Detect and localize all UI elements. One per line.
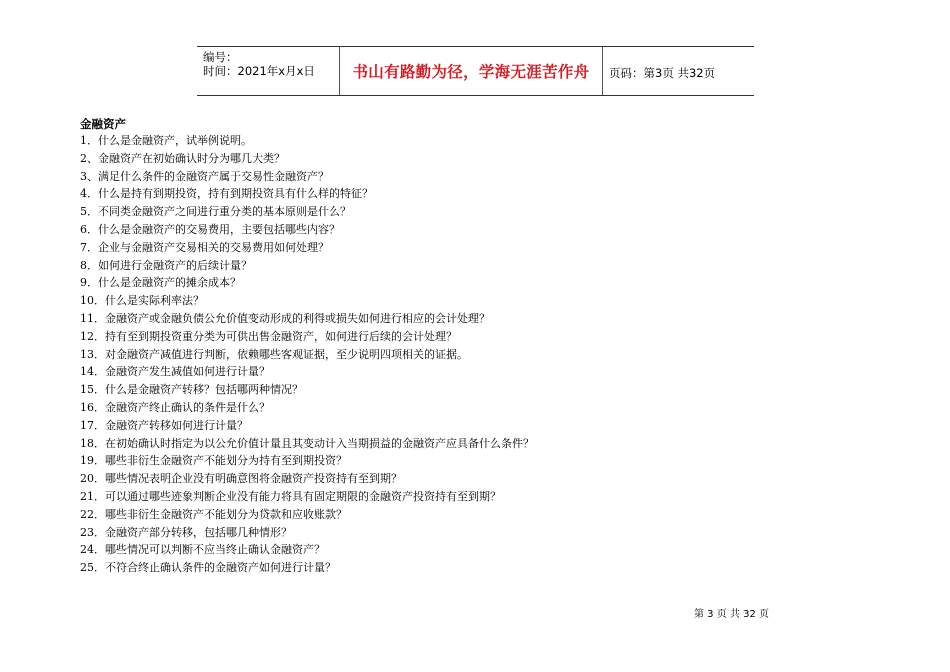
- header-divider-right: [602, 47, 603, 95]
- question-item: 5．不同类金融资产之间进行重分类的基本原则是什么？: [80, 205, 351, 219]
- question-item: 19．哪些非衍生金融资产不能划分为持有至到期投资？: [80, 454, 347, 468]
- header-meta: [203, 50, 333, 78]
- question-item: 25．不符合终止确认条件的金融资产如何进行计量？: [80, 561, 336, 575]
- question-item: 12．持有至到期投资重分类为可供出售金融资产，如何进行后续的会计处理？: [80, 329, 457, 343]
- question-item: 20．哪些情况表明企业没有明确意图将金融资产投资持有至到期？: [80, 472, 402, 486]
- question-item: 1．什么是金融资产，试举例说明。: [80, 134, 252, 147]
- question-item: 13．对金融资产减值进行判断，依赖哪些客观证据，至少说明四项相关的证据。: [80, 347, 468, 361]
- question-item: 14．金融资产发生减值如何进行计量？: [80, 365, 270, 379]
- question-item: 11．金融资产或金融负债公允价值变动形成的利得或损失如何进行相应的会计处理？: [80, 311, 490, 325]
- question-item: 10．什么是实际利率法？: [80, 294, 204, 308]
- question-item: 18．在初始确认时指定为以公允价值计量且其变动计入当期损益的金融资产应具备什么条件？: [80, 436, 534, 450]
- footer-page-number: 第 3 页 共 32 页: [694, 609, 769, 620]
- question-item: 22．哪些非衍生金融资产不能划分为贷款和应收账款？: [80, 507, 347, 521]
- question-item: 4．什么是持有到期投资，持有到期投资具有什么样的特征？: [80, 187, 373, 201]
- question-item: 2、金融资产在初始确认时分为哪几大类？: [80, 151, 285, 165]
- question-item: 6．什么是金融资产的交易费用，主要包括哪些内容？: [80, 222, 340, 236]
- document-time-label: 时间：2021年x月x日: [203, 64, 315, 78]
- question-item: 23．金融资产部分转移，包括哪几种情形？: [80, 525, 292, 539]
- question-item: 8．如何进行金融资产的后续计量？: [80, 258, 252, 272]
- question-item: 15．什么是金融资产转移？包括哪两种情况？: [80, 383, 303, 397]
- question-item: 7．企业与金融资产交易相关的交易费用如何处理？: [80, 240, 329, 254]
- section-title: 金融资产: [80, 117, 126, 131]
- header-motto: 书山有路勤为径，学海无涯苦作舟: [352, 63, 590, 81]
- header-page-info: 页码：第3页 共32页: [609, 66, 716, 80]
- page-header: [197, 46, 754, 96]
- question-list: [80, 132, 534, 577]
- question-item: 3、满足什么条件的金融资产属于交易性金融资产？: [80, 169, 329, 183]
- question-item: 16．金融资产终止确认的条件是什么？: [80, 400, 270, 414]
- question-item: 9．什么是金融资产的摊余成本？: [80, 276, 241, 290]
- question-item: 17．金融资产转移如何进行计量？: [80, 418, 248, 432]
- question-item: 21．可以通过哪些迹象判断企业没有能力将具有固定期限的金融资产投资持有至到期？: [80, 489, 501, 503]
- document-number-label: 编号：: [203, 50, 238, 64]
- question-item: 24．哪些情况可以判断不应当终止确认金融资产？: [80, 543, 325, 557]
